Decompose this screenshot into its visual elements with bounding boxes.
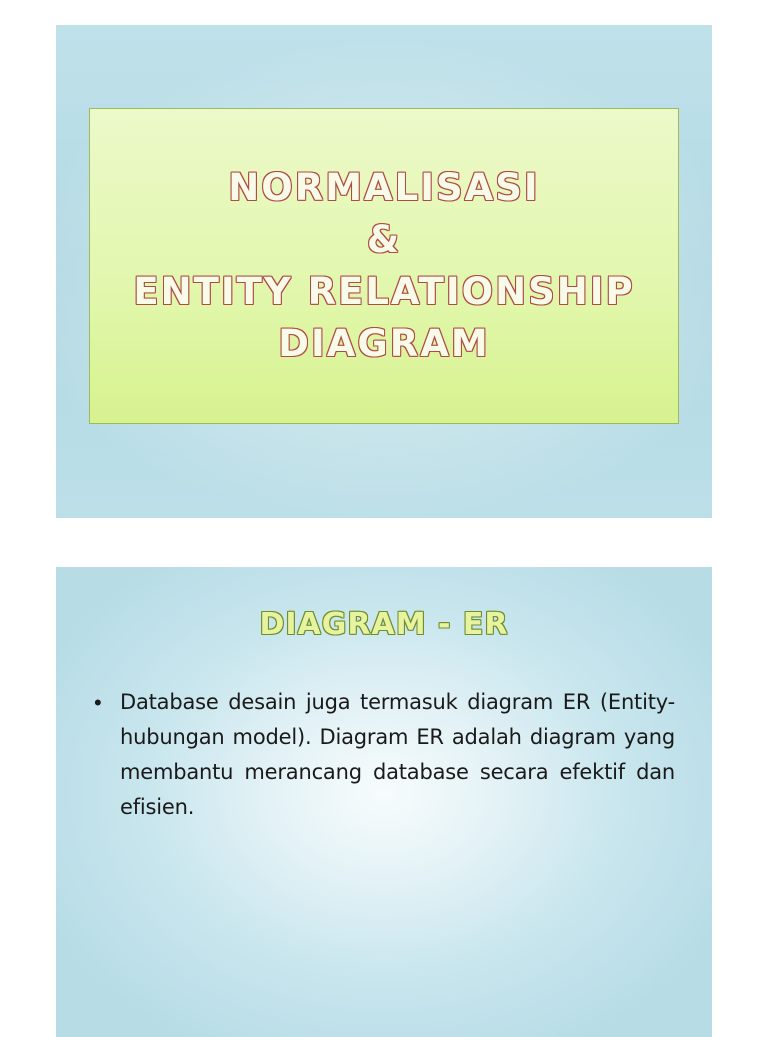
title-line-normalisasi: NORMALISASI: [228, 166, 540, 209]
bullet-item: [94, 685, 675, 825]
slide-1: [56, 25, 712, 518]
slide-2: [56, 567, 712, 1037]
title-line-diagram: DIAGRAM: [278, 322, 490, 365]
bullet-text: Database desain juga termasuk diagram ER (Entity-hubungan model). Diagram ER adalah diagram yang membantu merancang database secara efektif dan efisien.: [120, 690, 675, 819]
bullet-icon: •: [94, 690, 102, 715]
slide-title: DIAGRAM - ER: [259, 607, 509, 642]
title-line-ampersand: &: [366, 218, 402, 261]
title-box: [89, 108, 679, 424]
title-line-entity-relationship: ENTITY RELATIONSHIP: [133, 270, 635, 313]
